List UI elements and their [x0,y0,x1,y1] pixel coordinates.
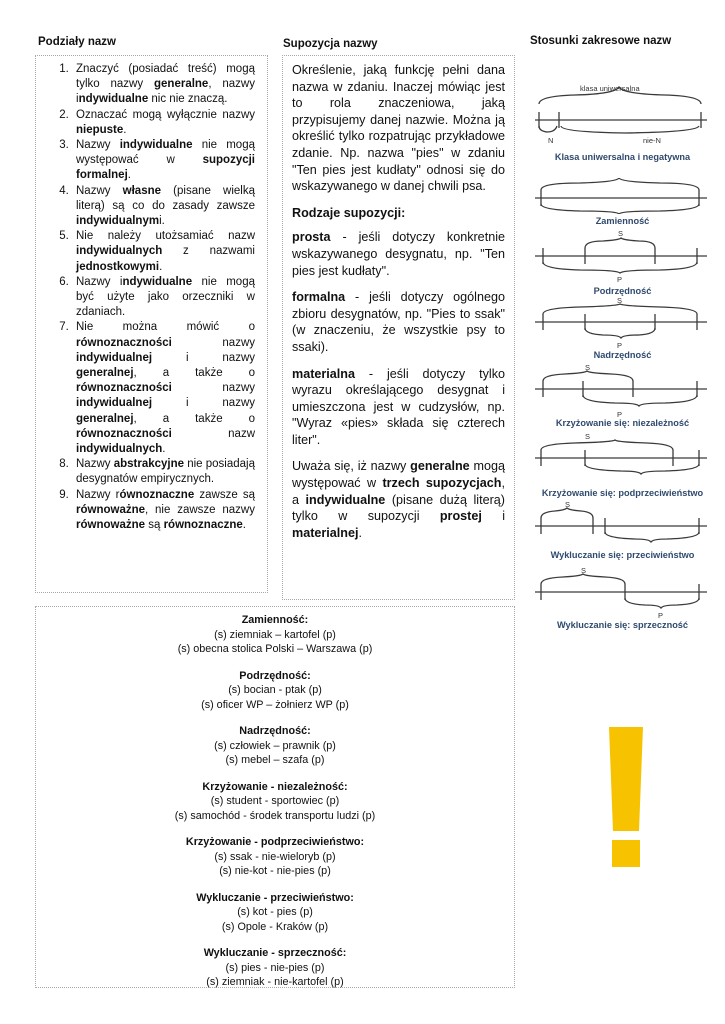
example-group [36,835,514,879]
diagram-subordination [535,228,710,284]
svg-text:nie-N: nie-N [643,136,661,145]
caption-universal-negative: Klasa uniwersalna i negatywna [554,152,691,162]
name-division-item: 6. Nazwy indywidualne nie mogą być użyte jako orzeczniki w zdaniach. [72,275,255,321]
diagram-superordination [535,294,710,350]
name-division-item: 2. Oznaczać mogą wyłącznie nazwy niepuste. [72,108,255,138]
diagram-crossing-independence [535,361,710,419]
middle-column-heading: Supozycja nazwy [283,38,378,50]
name-division-item: 4. Nazwy własne (pisane wielką literą) są co do zasady zawsze indywidualnymi. [72,184,255,230]
svg-text:P: P [617,410,623,419]
example-line: (s) kot - pies (p) [237,906,313,918]
svg-text:P: P [617,275,623,284]
examples-panel [35,606,515,988]
supposition-material: materialna - jeśli dotyczy tylko wyrazu określającego desygnat i umieszczona jest w cudzysłów, np. "Wyraz «pies» składa się czterech liter". [292,366,505,447]
example-group-title: Podrzędność: [239,669,311,682]
example-line: (s) nie-kot - nie-pies (p) [219,865,331,877]
svg-text:S: S [565,500,571,509]
exclamation-icon [606,727,646,867]
supposition-note: Uważa się, iż nazwy generalne mogą występować w trzech supozycjach, a indywidualne (pisane dużą literą) tylko w supozycji prostej i materialnej. [292,459,505,540]
svg-text:klasa uniwersalna: klasa uniwersalna [580,84,640,93]
name-division-item: 5. Nie należy utożsamiać nazw indywidualnych z nazwami jednostkowymi. [72,229,255,275]
example-group-title: Wykluczanie - sprzeczność: [203,947,347,959]
name-divisions-panel [35,55,268,593]
caption-superordination: Nadrzędność [593,350,652,360]
diagram-equivalence [535,178,710,214]
svg-text:P: P [658,611,664,620]
svg-text:S: S [618,229,624,238]
supposition-types-heading: Rodzaje supozycji: [292,205,406,220]
svg-text:S: S [617,296,623,305]
supposition-formal: formalna - jeśli dotyczy ogólnego zbioru desygnatów, np. "Pies to ssak" (w znaczeniu, że wszystkie psy to ssaki). [292,290,505,354]
name-division-item: 3. Nazwy indywidualne nie mogą występować w supozycji formalnej. [72,138,255,184]
svg-text:S: S [585,363,591,372]
caption-exclusion-contradiction: Wykluczanie się: sprzeczność [556,620,689,630]
example-line: (s) oficer WP – żołnierz WP (p) [201,698,349,711]
example-line: (s) człowiek – prawnik (p) [214,739,336,752]
name-division-item: 1. Znaczyć (posiadać treść) mogą tylko nazwy generalne, nazwy indywidualne nic nie znaczą. [72,62,255,108]
caption-subordination: Podrzędność [593,286,652,296]
caption-exclusion-contrariety: Wykluczanie się: przeciwieństwo [550,550,695,560]
left-column-heading: Podziały nazw [38,36,116,48]
example-group-title: Krzyżowanie - niezależność: [202,780,348,793]
supposition-intro: Określenie, jaką funkcję pełni dana nazwa w zdaniu. Inaczej mówiąc jest to rola znaczeniowa, jaką przypisujemy danej nazwie. Można ją określić tylko rozpatrując przykładowe zdanie. Np. nazwa "pies" w zdaniu "Ten pies jest kudłaty" odnosi się do wskazywanego w danej chwili psa. [292,63,505,194]
example-line: (s) student - sportowiec (p) [210,795,340,807]
example-line: (s) mebel – szafa (p) [225,754,325,766]
example-group-title: Wykluczanie - przeciwieństwo: [196,891,354,904]
example-line: (s) ssak - nie-wieloryb (p) [214,850,336,863]
svg-text:S: S [585,432,591,441]
example-line: (s) bocian - ptak (p) [228,684,322,696]
name-division-item: 9. Nazwy równoznaczne zawsze są równoważne, nie zawsze nazwy równoważne są równoznaczne. [72,488,255,534]
name-division-item: 7. Nie można mówić o równoznaczności nazwy indywidualnej i nazwy generalnej, a także o równoznaczności nazwy indywidualnej i nazwy generalnej, a także o równoznaczności nazw indywidualnych. [72,320,255,457]
diagram-crossing-subcontrariety [535,430,710,482]
right-column-heading: Stosunki zakresowe nazw [530,35,672,47]
example-line: (s) ziemniak - nie-kartofel (p) [206,976,344,988]
caption-equivalence: Zamienność [595,216,650,226]
example-group [36,613,514,657]
diagram-exclusion-contrariety [535,498,710,550]
caption-crossing-independence: Krzyżowanie się: niezależność [555,418,690,428]
example-group [36,946,514,990]
name-division-item: 8. Nazwy abstrakcyjne nie posiadają desygnatów empirycznych. [72,457,255,487]
example-line: (s) pies - nie-pies (p) [225,961,325,974]
example-line: (s) samochód - środek transportu ludzi (p) [174,809,376,822]
example-group [36,780,514,824]
supposition-panel [282,55,515,600]
example-group-title: Zamienność: [241,614,309,626]
supposition-simple: prosta - jeśli dotyczy konkretnie wskazywanego desygnatu, np. "Ten pies jest kudłaty". [292,230,505,278]
example-group [36,669,514,713]
example-line: (s) Opole - Kraków (p) [221,920,329,933]
example-group [36,891,514,935]
name-divisions-list [36,56,267,533]
svg-text:S: S [581,566,587,575]
svg-text:P: P [617,341,623,350]
caption-crossing-subcontrariety: Krzyżowanie się: podprzeciwieństwo [541,488,704,498]
example-group-title: Krzyżowanie - podprzeciwieństwo: [185,836,365,848]
diagram-exclusion-contradiction [535,564,710,620]
example-group-title: Nadrzędność: [239,725,311,737]
diagram-universal-negative [535,82,710,146]
example-line: (s) obecna stolica Polski – Warszawa (p) [177,643,373,655]
svg-text:N: N [548,136,554,145]
example-line: (s) ziemniak – kartofel (p) [214,628,336,641]
example-group [36,724,514,768]
